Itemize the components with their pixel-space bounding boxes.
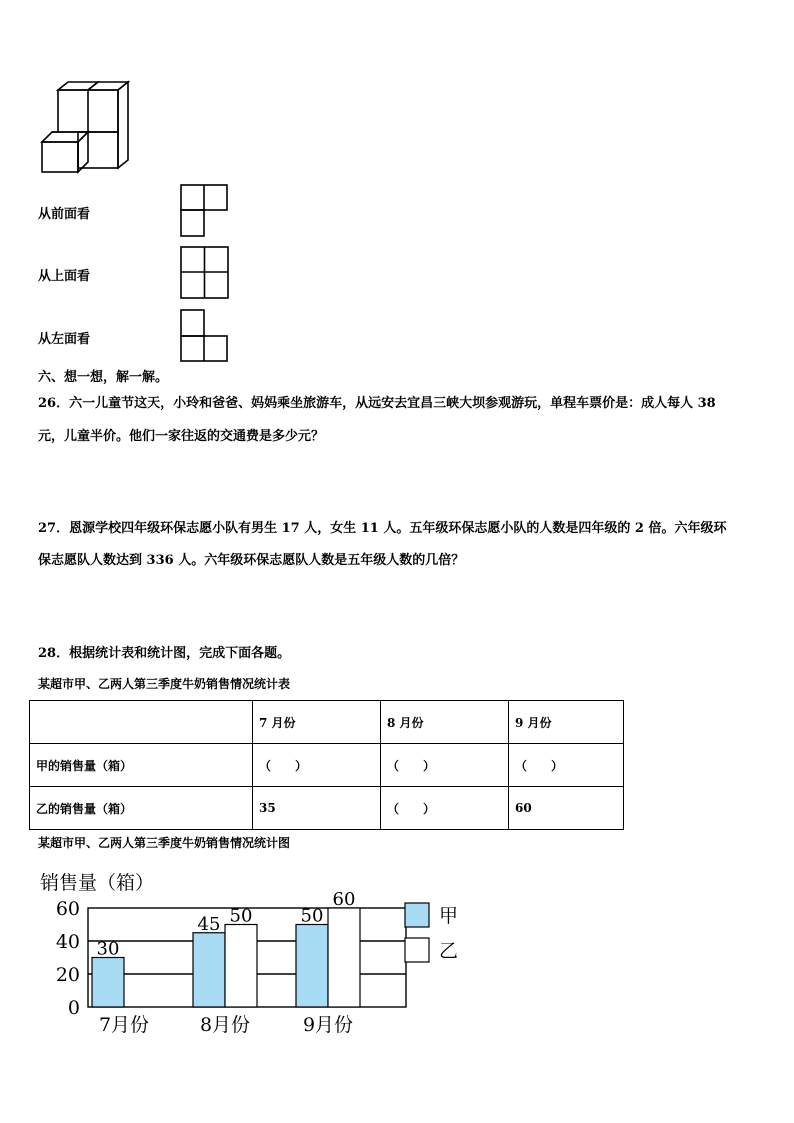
table-cell: 甲的销售量（箱）: [30, 744, 253, 787]
y-tick-label: 40: [55, 931, 80, 953]
table-cell: [30, 701, 253, 744]
table-cell: 乙的销售量（箱）: [30, 787, 253, 830]
answer-blank[interactable]: （ ）: [509, 744, 624, 787]
table-row: [30, 744, 624, 787]
front-view-diagram: [180, 184, 230, 238]
left-view-label: 从左面看: [38, 332, 91, 347]
left-view-diagram: [180, 309, 230, 363]
y-tick-label: 20: [55, 964, 80, 986]
chart-caption: 某超市甲、乙两人第三季度牛奶销售情况统计图: [38, 836, 291, 850]
data-label: 50: [300, 905, 324, 927]
data-label: 45: [197, 913, 221, 935]
top-view-diagram: [180, 246, 230, 300]
table-cell: 8 月份: [381, 701, 509, 744]
answer-blank[interactable]: （ ）: [253, 744, 381, 787]
x-tick-label: 8月份: [199, 1014, 251, 1036]
y-tick-label: 60: [55, 898, 80, 920]
y-axis-label: 销售量（箱）: [40, 872, 155, 894]
table-header-row: [30, 701, 624, 744]
top-view-label: 从上面看: [38, 269, 91, 284]
table-cell: 9 月份: [509, 701, 624, 744]
q26-line2: 元，儿童半价。他们一家往返的交通费是多少元？: [38, 429, 325, 444]
q26-line1: 26．六一儿童节这天，小玲和爸爸、妈妈乘坐旅游车，从远安去宜昌三峡大坝参观游玩，单程车票价是：成人每人 38: [38, 396, 716, 411]
table-cell: 60: [509, 787, 624, 830]
legend-swatch: [405, 903, 429, 927]
x-tick-label: 7月份: [98, 1014, 150, 1036]
answer-blank[interactable]: （ ）: [381, 787, 509, 830]
data-label: 50: [229, 905, 253, 927]
q27-line1: 27．恩源学校四年级环保志愿小队有男生 17 人，女生 11 人。五年级环保志愿小队的人数是四年级的 2 倍。六年级环: [38, 521, 727, 536]
data-label: 60: [332, 889, 356, 910]
data-label: 30: [96, 938, 120, 960]
bar: [328, 908, 360, 1007]
table-caption: 某超市甲、乙两人第三季度牛奶销售情况统计表: [38, 677, 291, 691]
front-view-label: 从前面看: [38, 207, 91, 222]
bar: [225, 925, 257, 1008]
section-title: 六、想一想，解一解。: [38, 370, 169, 385]
sales-bar-chart: [30, 865, 470, 1045]
bar: [92, 958, 124, 1008]
table-row: [30, 787, 624, 830]
q28-line1: 28．根据统计表和统计图，完成下面各题。: [38, 646, 291, 661]
sales-table: [29, 700, 624, 830]
q27-line2: 保志愿队人数达到 336 人。六年级环保志愿队人数是五年级人数的几倍？: [38, 553, 465, 568]
bar: [193, 933, 225, 1007]
table-cell: 35: [253, 787, 381, 830]
legend-swatch: [405, 938, 429, 962]
cube-figure: [38, 80, 134, 178]
table-cell: 7 月份: [253, 701, 381, 744]
x-tick-label: 9月份: [302, 1014, 354, 1036]
legend-label: 甲: [439, 905, 459, 927]
answer-blank[interactable]: （ ）: [381, 744, 509, 787]
y-tick-label: 0: [67, 997, 80, 1019]
bar: [296, 925, 328, 1008]
legend-label: 乙: [439, 940, 459, 962]
